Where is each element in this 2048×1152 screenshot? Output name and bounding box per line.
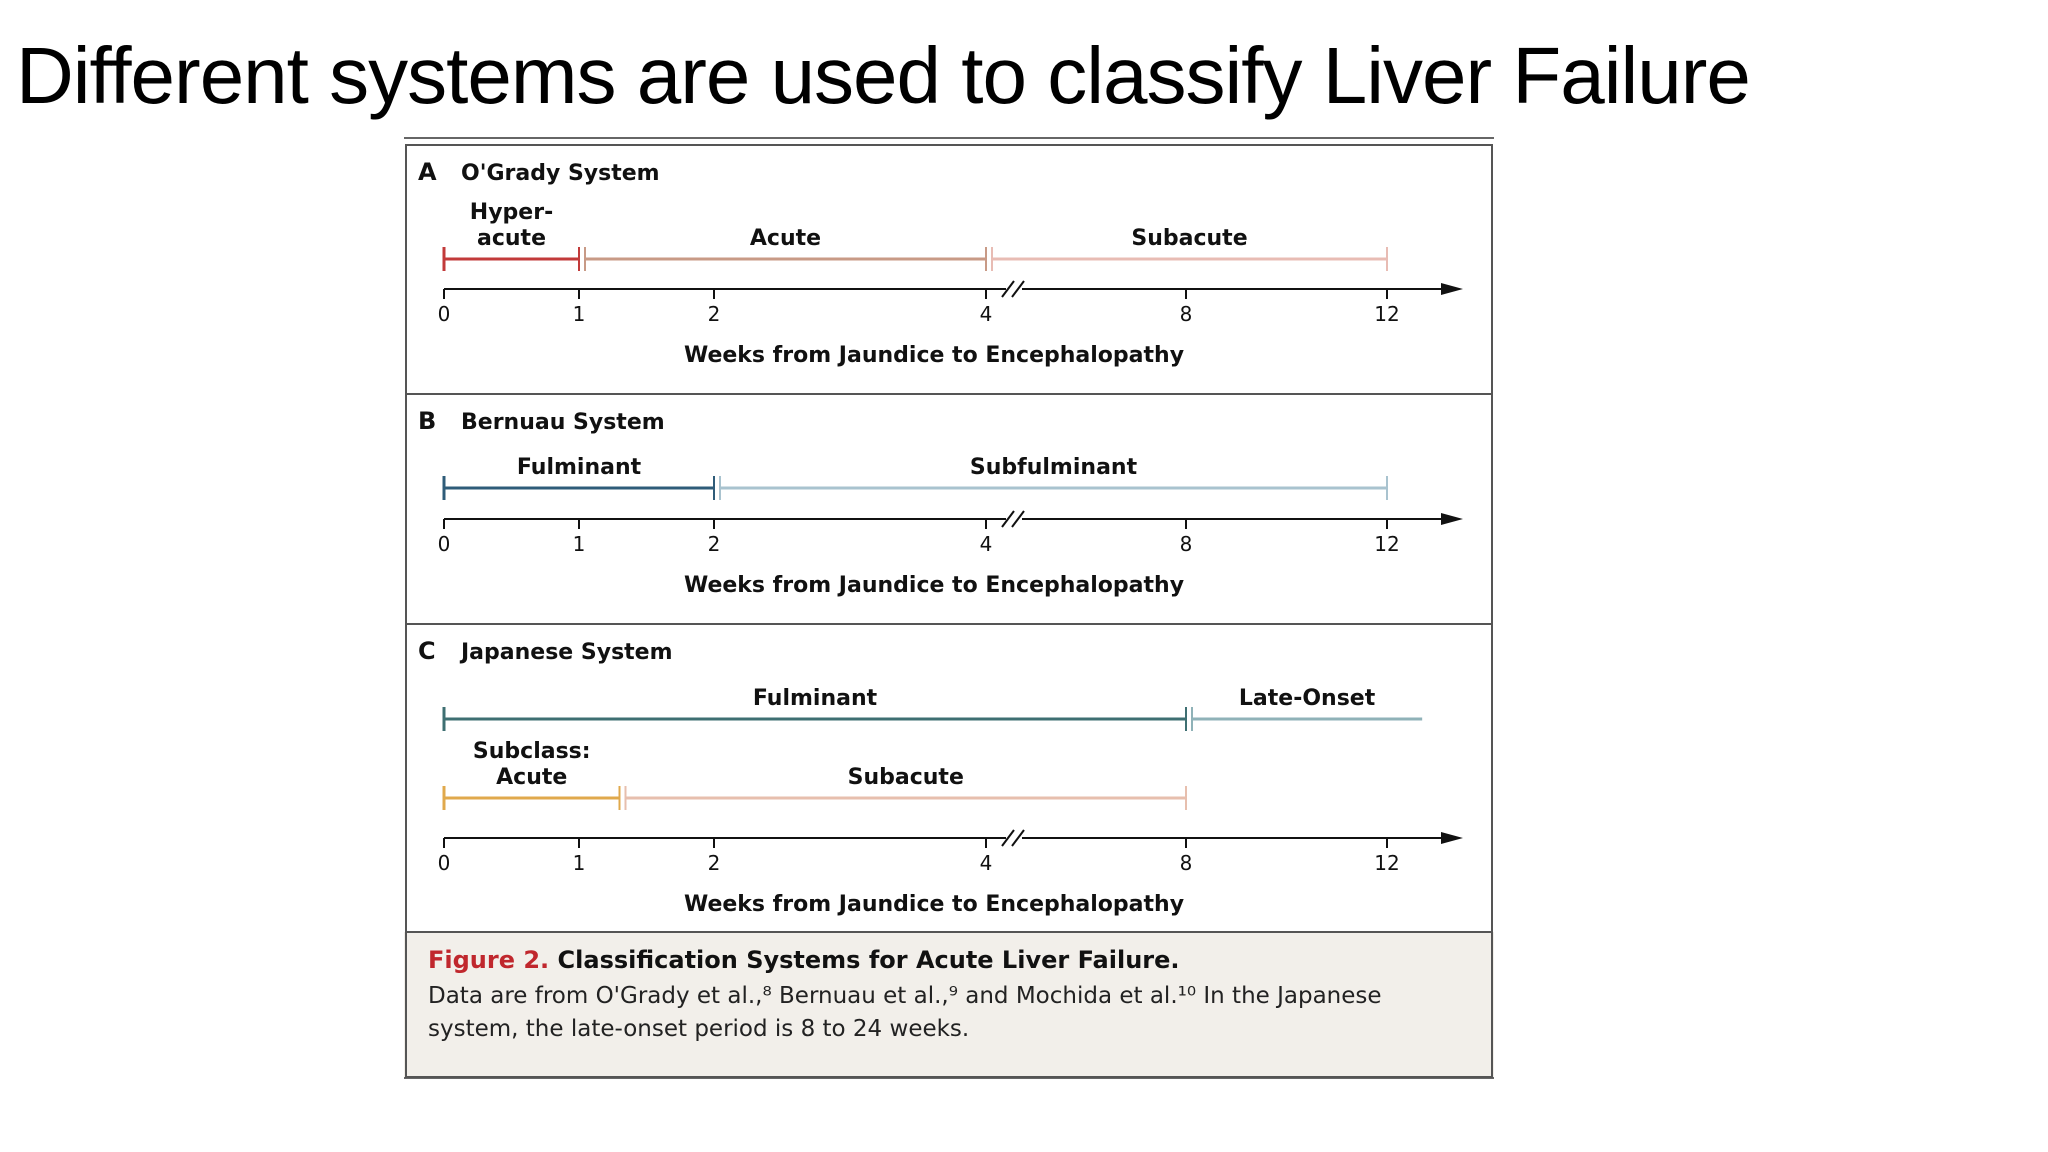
tick-label: 2 (707, 532, 721, 556)
tick-label: 12 (1374, 302, 1400, 326)
tick-label: 0 (437, 851, 451, 875)
classification-figure (404, 137, 1494, 1079)
figure-caption (404, 932, 1494, 1079)
panel-title: Japanese System (461, 640, 673, 665)
axis-label: Weeks from Jaundice to Encephalopathy (683, 892, 1185, 917)
segment-label: acute (477, 226, 546, 251)
segment-label: Subfulminant (969, 455, 1138, 480)
segment-label: Acute (496, 765, 568, 790)
segment-label: Acute (749, 226, 822, 251)
panel-letter: B (418, 407, 437, 435)
tick-label: 12 (1374, 532, 1400, 556)
panel-letter: A (418, 158, 437, 186)
tick-label: 8 (1179, 851, 1193, 875)
panel-letter: C (418, 637, 436, 665)
slide-title: Different systems are used to classify Liver Failure (16, 31, 1750, 120)
tick-label: 12 (1374, 851, 1400, 875)
axis-arrowhead (1441, 283, 1463, 295)
tick-label: 4 (979, 851, 993, 875)
tick-label: 1 (572, 851, 586, 875)
segment-label: Subclass: (472, 739, 591, 764)
segment-label: Subacute (847, 765, 964, 790)
tick-label: 2 (707, 302, 721, 326)
tick-label: 8 (1179, 302, 1193, 326)
tick-label: 0 (437, 532, 451, 556)
segment-label: Subacute (1131, 226, 1248, 251)
tick-label: 1 (572, 302, 586, 326)
caption-body: Data are from O'Grady et al.,⁸ Bernuau et al.,⁹ and Mochida et al.¹⁰ In the Japanese system, the late-onset period is 8 to 24 weeks. (428, 983, 1382, 1042)
segment-label: Hyper- (469, 200, 554, 225)
figure-label: Figure 2. (428, 946, 550, 974)
segment-label: Fulminant (516, 455, 642, 480)
tick-label: 4 (979, 302, 993, 326)
panel-title: Bernuau System (461, 410, 665, 435)
segment-label: Late-Onset (1238, 686, 1376, 711)
axis-label: Weeks from Jaundice to Encephalopathy (683, 573, 1185, 598)
tick-label: 1 (572, 532, 586, 556)
axis-arrowhead (1441, 513, 1463, 525)
tick-label: 8 (1179, 532, 1193, 556)
caption-heading (428, 946, 1472, 974)
axis-arrowhead (1441, 832, 1463, 844)
tick-label: 0 (437, 302, 451, 326)
segment-label: Fulminant (752, 686, 878, 711)
tick-label: 2 (707, 851, 721, 875)
caption-title: Classification Systems for Acute Liver Failure. (557, 946, 1180, 974)
tick-label: 4 (979, 532, 993, 556)
axis-label: Weeks from Jaundice to Encephalopathy (683, 343, 1185, 368)
panel-title: O'Grady System (461, 161, 660, 186)
